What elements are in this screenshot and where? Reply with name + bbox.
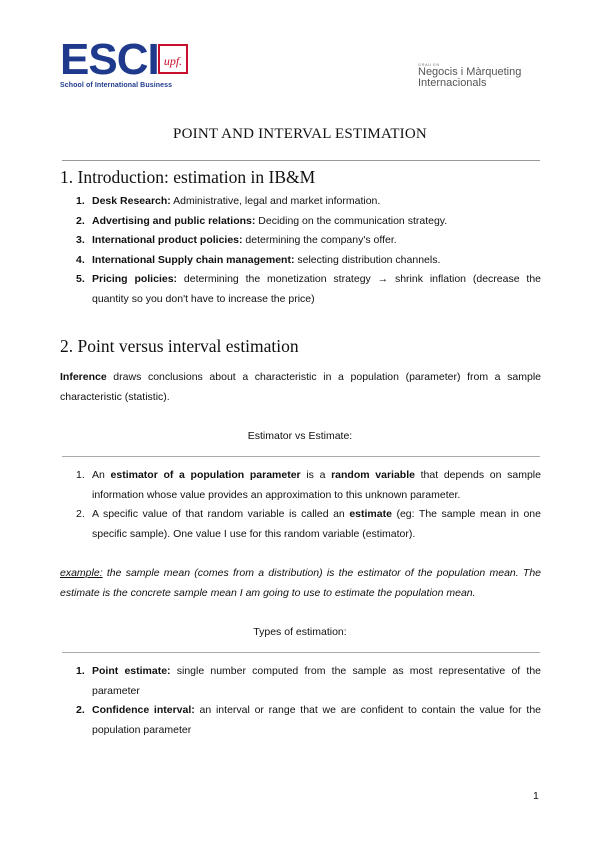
title-divider (62, 160, 540, 161)
page-number: 1 (533, 790, 539, 802)
program-logo (418, 62, 548, 89)
program-logo-line1: Negocis i Màrqueting (418, 66, 522, 78)
list-item: 3. International product policies: determining the company's offer. (76, 234, 397, 246)
esci-logo: ESCI (60, 35, 159, 84)
types-of-estimation-label: Types of estimation: (253, 626, 347, 638)
program-logo-small: GRAU EN (418, 62, 440, 67)
inference-paragraph: Inference draws conclusions about a characteristic in a population (parameter) from a sample characteristic (statistic). (60, 371, 541, 403)
estimator-divider (62, 456, 540, 457)
list-item: 1. Point estimate: single number computed from the sample as most representative of the parameter (76, 665, 541, 697)
section-2-heading: 2. Point versus interval estimation (60, 336, 299, 356)
list-item: 2. Advertising and public relations: Deciding on the communication strategy. (76, 214, 448, 227)
list-item: 4. International Supply chain management: selecting distribution channels. (76, 253, 441, 266)
list-item: 2. A specific value of that random variable is called an estimate (eg: The sample mean in one specific sample). One value I use for this random variable (estimator). (76, 508, 541, 540)
example-paragraph: example: the sample mean (comes from a distribution) is the estimator of the population mean. The estimate is the concrete sample mean I am going to use to estimate the population mean. (60, 567, 541, 599)
estimator-list (60, 466, 541, 544)
page-title: POINT AND INTERVAL ESTIMATION (173, 126, 427, 142)
types-list (60, 662, 541, 740)
upf-badge: upf. (158, 44, 188, 74)
section-1-heading: 1. Introduction: estimation in IB&M (60, 167, 316, 187)
list-item: 1. An estimator of a population parameter is a random variable that depends on sample information whose value provides an approximation to this unknown parameter. (76, 469, 541, 501)
esci-tagline: School of International Business (60, 82, 173, 89)
program-logo-line2: Internacionals (418, 77, 487, 89)
types-divider (62, 652, 540, 653)
list-item: 2. Confidence interval: an interval or range that we are confident to contain the value for the population parameter (76, 704, 541, 736)
list-item: 1. Desk Research: Administrative, legal and market information. (76, 195, 381, 207)
list-item: 5. Pricing policies: determining the monetization strategy → shrink inflation (decrease the quantity so you don't have to increase the price) (76, 273, 542, 305)
section-1-list (60, 192, 541, 309)
estimator-vs-estimate-label: Estimator vs Estimate: (247, 430, 353, 442)
